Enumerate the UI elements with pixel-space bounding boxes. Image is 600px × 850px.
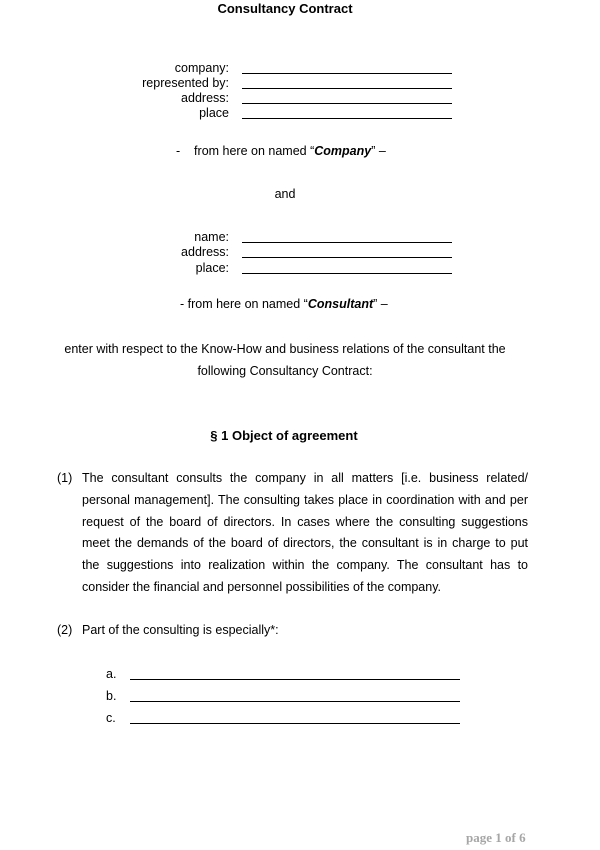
company-place-field-label: place [199, 106, 229, 120]
company-address-field-label: address: [181, 91, 229, 105]
company-named-as [176, 143, 386, 159]
consultant-named-suffix: ” – [373, 297, 388, 311]
intro-line-2: following Consultancy Contract: [197, 364, 373, 378]
consultant-named-term: Consultant [307, 297, 374, 311]
company-address-field-line[interactable] [242, 103, 452, 104]
consultant-name-field-row [0, 230, 600, 245]
sub-item-c-line[interactable] [130, 723, 460, 724]
company-named-term: Company [314, 144, 372, 158]
item-2-number: (2) [57, 623, 73, 637]
sub-item-a-line[interactable] [130, 679, 460, 680]
sub-item-c [106, 710, 466, 726]
company-field-label: company: [174, 61, 229, 75]
consultant-place-field-row [0, 261, 600, 276]
consultant-place-field-line[interactable] [242, 273, 452, 274]
consultant-name-field-label: name: [194, 230, 229, 244]
company-field-line[interactable] [242, 73, 452, 74]
company-address-field-row [0, 91, 600, 106]
consultant-address-field-label: address: [181, 245, 229, 259]
consultant-named-prefix: - from here on named “ [180, 297, 308, 311]
represented-by-field-line[interactable] [242, 88, 452, 89]
represented-by-field-label: represented by: [142, 76, 229, 90]
sub-item-a-letter: a. [106, 667, 117, 681]
consultant-name-field-line[interactable] [242, 242, 452, 243]
item-1-text: The consultant consults the company in all matters [i.e. business related/ personal management]. The consulting takes place in coordination with and per request of the board of directors. In cases where the consulting suggestions meet the demands of the board of directors, the consultant is in charge to put the suggestions into realization within the company. The consultant has to consider the financial and personnel possibilities of the company. [82, 471, 528, 594]
sub-item-b-line[interactable] [130, 701, 460, 702]
page-number: page 1 of 6 [466, 830, 526, 845]
consultant-address-field-row [0, 245, 600, 260]
consultant-address-field-line[interactable] [242, 257, 452, 258]
consultant-place-field-label: place: [195, 261, 229, 275]
intro-line-1: enter with respect to the Know-How and business relations of the consultant the [64, 342, 506, 356]
section-1-heading: § 1 Object of agreement [210, 428, 358, 443]
and-text: and [274, 187, 296, 201]
company-place-field-line[interactable] [242, 118, 452, 119]
company-named-prefix: - from here on named “ [176, 144, 315, 158]
item-1-number: (1) [57, 471, 73, 485]
sub-item-c-letter: c. [106, 711, 116, 725]
company-field-row [0, 61, 600, 76]
sub-item-b [106, 688, 466, 704]
consultant-named-as [180, 296, 388, 312]
item-2-text: Part of the consulting is especially*: [82, 623, 279, 637]
company-place-field-row [0, 106, 600, 121]
represented-by-field-row [0, 76, 600, 91]
sub-item-b-letter: b. [106, 689, 117, 703]
sub-item-a [106, 666, 466, 682]
company-named-suffix: ” – [371, 144, 386, 158]
document-title: Consultancy Contract [217, 1, 353, 16]
